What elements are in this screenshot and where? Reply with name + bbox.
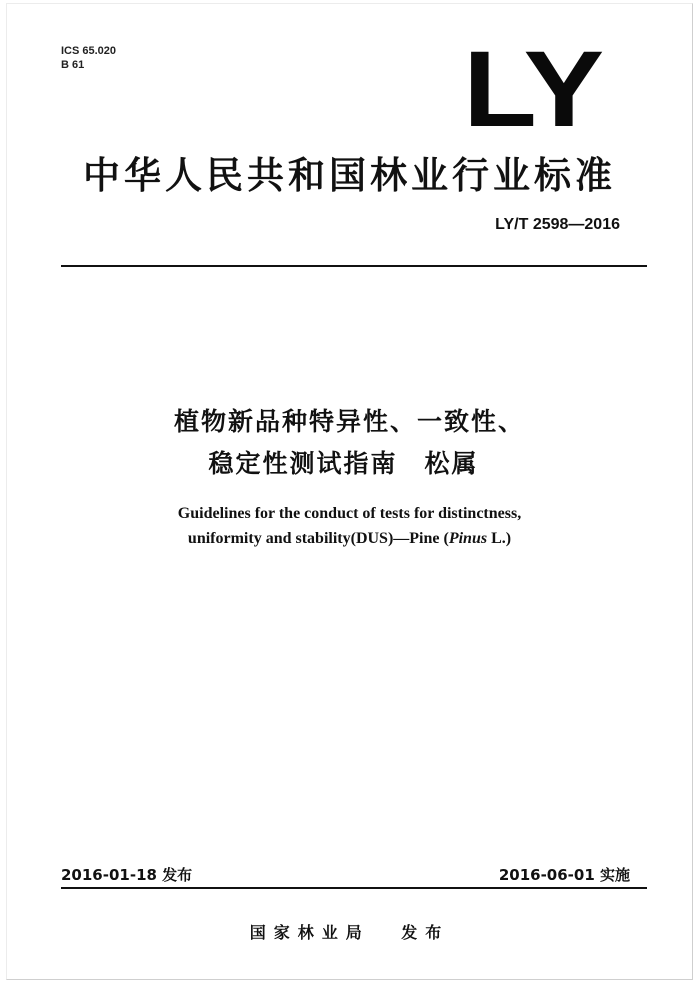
english-title-line-2-prefix: uniformity and stability(DUS)—Pine ( xyxy=(187,530,449,547)
classification-codes xyxy=(61,44,116,72)
chinese-title-line-2: 稳定性测试指南 松属 xyxy=(208,449,479,478)
standard-number: LY/T 2598—2016 xyxy=(495,216,620,233)
header-divider xyxy=(61,265,647,267)
ly-logo: LY xyxy=(463,28,602,149)
implementation-date: 2016-06-01 实施 xyxy=(498,866,630,884)
ccs-code: B 61 xyxy=(61,59,85,71)
chinese-title-line-1: 植物新品种特异性、一致性、 xyxy=(173,407,525,436)
footer-divider xyxy=(61,887,647,889)
publisher-line xyxy=(7,920,692,943)
english-title-line-2 xyxy=(7,530,692,548)
standard-category-title: 中华人民共和国林业行业标准 xyxy=(83,154,616,197)
publisher-agency: 国家林业局 xyxy=(249,923,370,942)
english-title-line-1: Guidelines for the conduct of tests for distinctness, xyxy=(177,505,522,522)
issue-date: 2016-01-18 发布 xyxy=(61,866,193,884)
publisher-action: 发布 xyxy=(401,923,450,942)
english-title-genus: Pinus xyxy=(448,530,488,547)
english-title-line-2-suffix: L.) xyxy=(487,530,512,547)
ics-code: ICS 65.020 xyxy=(61,45,117,57)
document-page xyxy=(6,3,693,980)
